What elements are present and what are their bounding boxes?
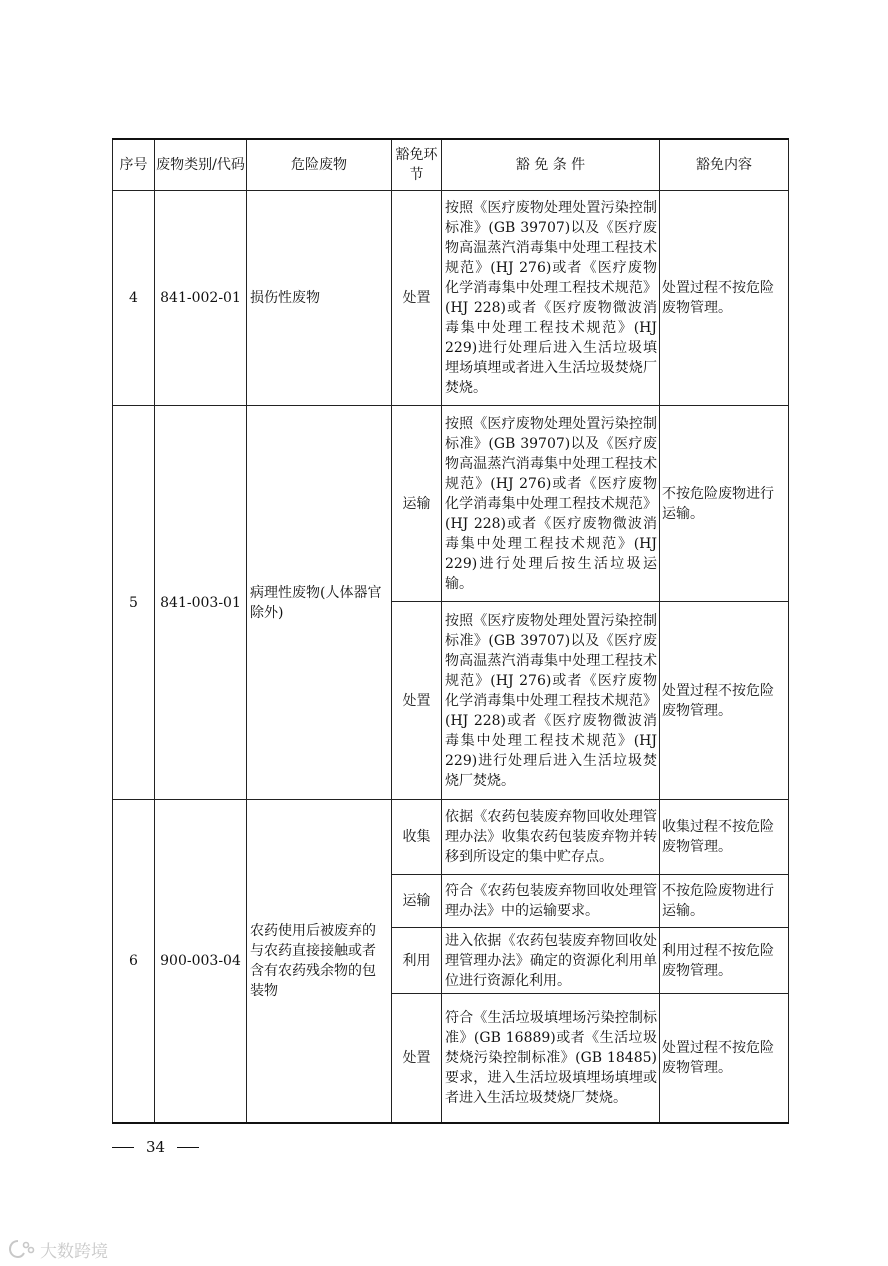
cell-seq: 4 <box>113 191 155 406</box>
cell-stage: 运输 <box>392 875 442 928</box>
cell-content: 处置过程不按危险废物管理。 <box>660 994 789 1123</box>
cell-code: 900-003-04 <box>155 800 247 1123</box>
footer-dash-left <box>112 1147 134 1148</box>
footer-dash-right <box>177 1147 199 1148</box>
header-content: 豁免内容 <box>660 139 789 191</box>
header-code: 废物类别/代码 <box>155 139 247 191</box>
cell-condition: 按照《医疗废物处理处置污染控制标准》(GB 39707)以及《医疗废物高温蒸汽消毒集中处理工程技术规范》(HJ 276)或者《医疗废物化学消毒集中处理工程技术规范》(HJ 228)或者《医疗废物微波消毒集中处理工程技术规范》(HJ 229)进行处理后进入生活垃圾焚烧厂焚烧。 <box>442 602 660 800</box>
cell-content: 处置过程不按危险废物管理。 <box>660 602 789 800</box>
cell-content: 收集过程不按危险废物管理。 <box>660 800 789 875</box>
cell-stage: 处置 <box>392 994 442 1123</box>
cell-condition: 依据《农药包装废弃物回收处理管理办法》收集农药包装废弃物并转移到所设定的集中贮存点。 <box>442 800 660 875</box>
table-row <box>113 800 789 875</box>
cell-content: 不按危险废物进行运输。 <box>660 875 789 928</box>
page-footer <box>112 1137 199 1157</box>
cell-condition: 按照《医疗废物处理处置污染控制标准》(GB 39707)以及《医疗废物高温蒸汽消毒集中处理工程技术规范》(HJ 276)或者《医疗废物化学消毒集中处理工程技术规范》(HJ 228)或者《医疗废物微波消毒集中处理工程技术规范》(HJ 229)进行处理后按生活垃圾运输。 <box>442 406 660 602</box>
cell-stage: 利用 <box>392 928 442 994</box>
header-seq: 序号 <box>113 139 155 191</box>
cell-condition: 进入依据《农药包装废弃物回收处理管理办法》确定的资源化利用单位进行资源化利用。 <box>442 928 660 994</box>
watermark-text: 大数跨境 <box>40 1241 108 1262</box>
cell-code: 841-003-01 <box>155 406 247 800</box>
watermark <box>8 1237 108 1261</box>
cell-condition: 符合《农药包装废弃物回收处理管理办法》中的运输要求。 <box>442 875 660 928</box>
cell-seq: 6 <box>113 800 155 1123</box>
header-stage: 豁免环节 <box>392 139 442 191</box>
table-row <box>113 191 789 406</box>
cell-condition: 按照《医疗废物处理处置污染控制标准》(GB 39707)以及《医疗废物高温蒸汽消毒集中处理工程技术规范》(HJ 276)或者《医疗废物化学消毒集中处理工程技术规范》(HJ 228)或者《医疗废物微波消毒集中处理工程技术规范》(HJ 229)进行处理后进入生活垃圾填埋场填埋或者进入生活垃圾焚烧厂焚烧。 <box>442 191 660 406</box>
cell-stage: 运输 <box>392 406 442 602</box>
cell-stage: 处置 <box>392 191 442 406</box>
cell-content: 利用过程不按危险废物管理。 <box>660 928 789 994</box>
watermark-logo-icon <box>8 1238 36 1260</box>
header-condition: 豁 免 条 件 <box>442 139 660 191</box>
cell-content: 不按危险废物进行运输。 <box>660 406 789 602</box>
header-waste: 危险废物 <box>247 139 392 191</box>
exemption-table <box>112 138 789 1124</box>
cell-code: 841-002-01 <box>155 191 247 406</box>
page-number: 34 <box>146 1138 166 1156</box>
cell-stage: 处置 <box>392 602 442 800</box>
cell-stage: 收集 <box>392 800 442 875</box>
cell-waste: 农药使用后被废弃的与农药直接接触或者含有农药残余物的包装物 <box>247 800 392 1123</box>
cell-condition: 符合《生活垃圾填埋场污染控制标准》(GB 16889)或者《生活垃圾焚烧污染控制标准》(GB 18485)要求，进入生活垃圾填埋场填埋或者进入生活垃圾焚烧厂焚烧。 <box>442 994 660 1123</box>
cell-waste: 病理性废物(人体器官除外) <box>247 406 392 800</box>
table-row <box>113 406 789 602</box>
header-row <box>113 139 789 191</box>
cell-waste: 损伤性废物 <box>247 191 392 406</box>
cell-content: 处置过程不按危险废物管理。 <box>660 191 789 406</box>
cell-seq: 5 <box>113 406 155 800</box>
